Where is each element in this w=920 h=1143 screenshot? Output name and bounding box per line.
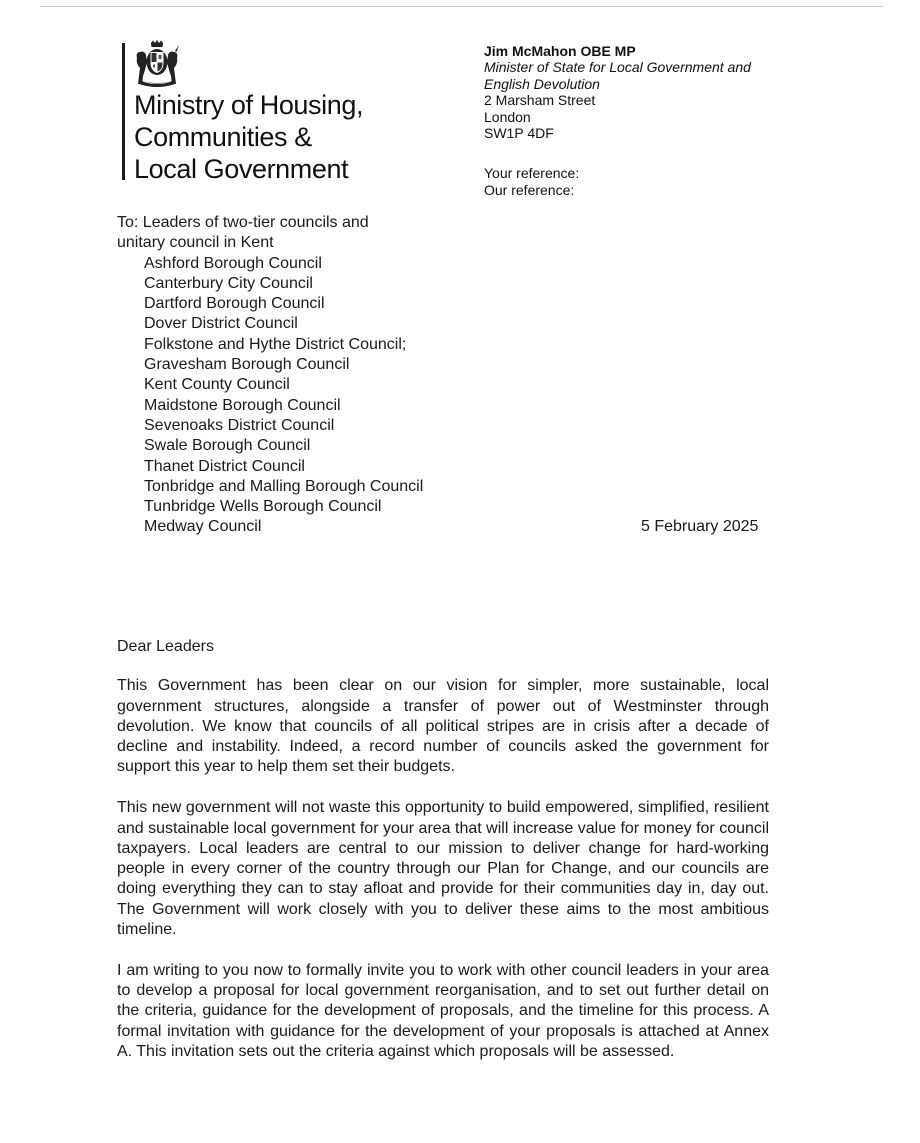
council-list-item: Tonbridge and Malling Borough Council [144,477,424,495]
department-name [134,89,363,185]
royal-coat-of-arms-icon [134,40,180,88]
body-paragraph: This new government will not waste this opportunity to build empowered, simplified, resilient and sustainable local government for your area that will increase value for money for council taxpayers. Local leaders are central to our mission to deliver change for hard-working people in every corner of the country through our Plan for Change, and our councils are doing everything they can to stay afloat and provide for their communities day in, day out. The Government will work closely with you to deliver these aims to the most ambitious timeline. [117,799,769,939]
council-list-item: Dartford Borough Council [144,295,325,313]
sender-title-line: Minister of State for Local Government and [484,59,751,76]
council-list-item: Maidstone Borough Council [144,396,341,414]
sender-block [484,43,751,198]
department-name-line: Communities & [134,122,312,152]
council-list-item: Swale Borough Council [144,437,311,455]
letter-body [117,637,769,1083]
letter-date: 5 February 2025 [641,518,759,535]
logo-vertical-bar [122,43,125,180]
department-name-line: Local Government [134,154,349,184]
department-name-line: Ministry of Housing, [134,90,364,120]
body-paragraph: I am writing to you now to formally invite you to work with other council leaders in your area to develop a proposal for local government reorganisation, and to set out further detail on the criteria, guidance for the development of proposals, and the timeline for this process. A formal invitation with guidance for the development of your proposals is attached at Annex A. This invitation sets out the criteria against which proposals will be assessed. [117,961,769,1061]
our-reference-label: Our reference: [484,181,575,198]
sender-name: Jim McMahon OBE MP [484,43,636,59]
council-list-item: Gravesham Borough Council [144,356,350,374]
sender-title-line: English Devolution [484,75,600,92]
recipients-heading-line: unitary council in Kent [117,234,274,252]
council-list-item: Sevenoaks District Council [144,416,335,434]
recipients-heading-line: To: Leaders of two-tier councils and [117,214,369,231]
council-list-item: Tunbridge Wells Borough Council [144,498,382,516]
sender-address-line: London [484,108,531,125]
your-reference-label: Your reference: [484,165,580,182]
council-list-item: Kent County Council [144,376,290,394]
reference-block [484,165,751,198]
body-paragraph: This Government has been clear on our vision for simpler, more sustainable, local government structures, alongside a transfer of power out of Westminster through devolution. We know that councils of all political stripes are in crisis after a decade of decline and instability. Indeed, a record number of councils asked the government for support this year to help them set their budgets. [117,677,769,776]
council-list-item: Medway Council [144,518,262,536]
council-list-item: Dover District Council [144,315,298,333]
salutation: Dear Leaders [117,638,214,655]
council-list [117,254,423,538]
council-list-item: Canterbury City Council [144,274,313,292]
sender-address-line: 2 Marsham Street [484,92,596,109]
page-top-divider [40,6,883,7]
council-list-item: Folkstone and Hythe District Council; [144,335,407,353]
council-list-item: Ashford Borough Council [144,254,322,272]
recipients-block [117,213,423,538]
council-list-item: Thanet District Council [144,457,305,475]
sender-address-line: SW1P 4DF [484,125,554,142]
